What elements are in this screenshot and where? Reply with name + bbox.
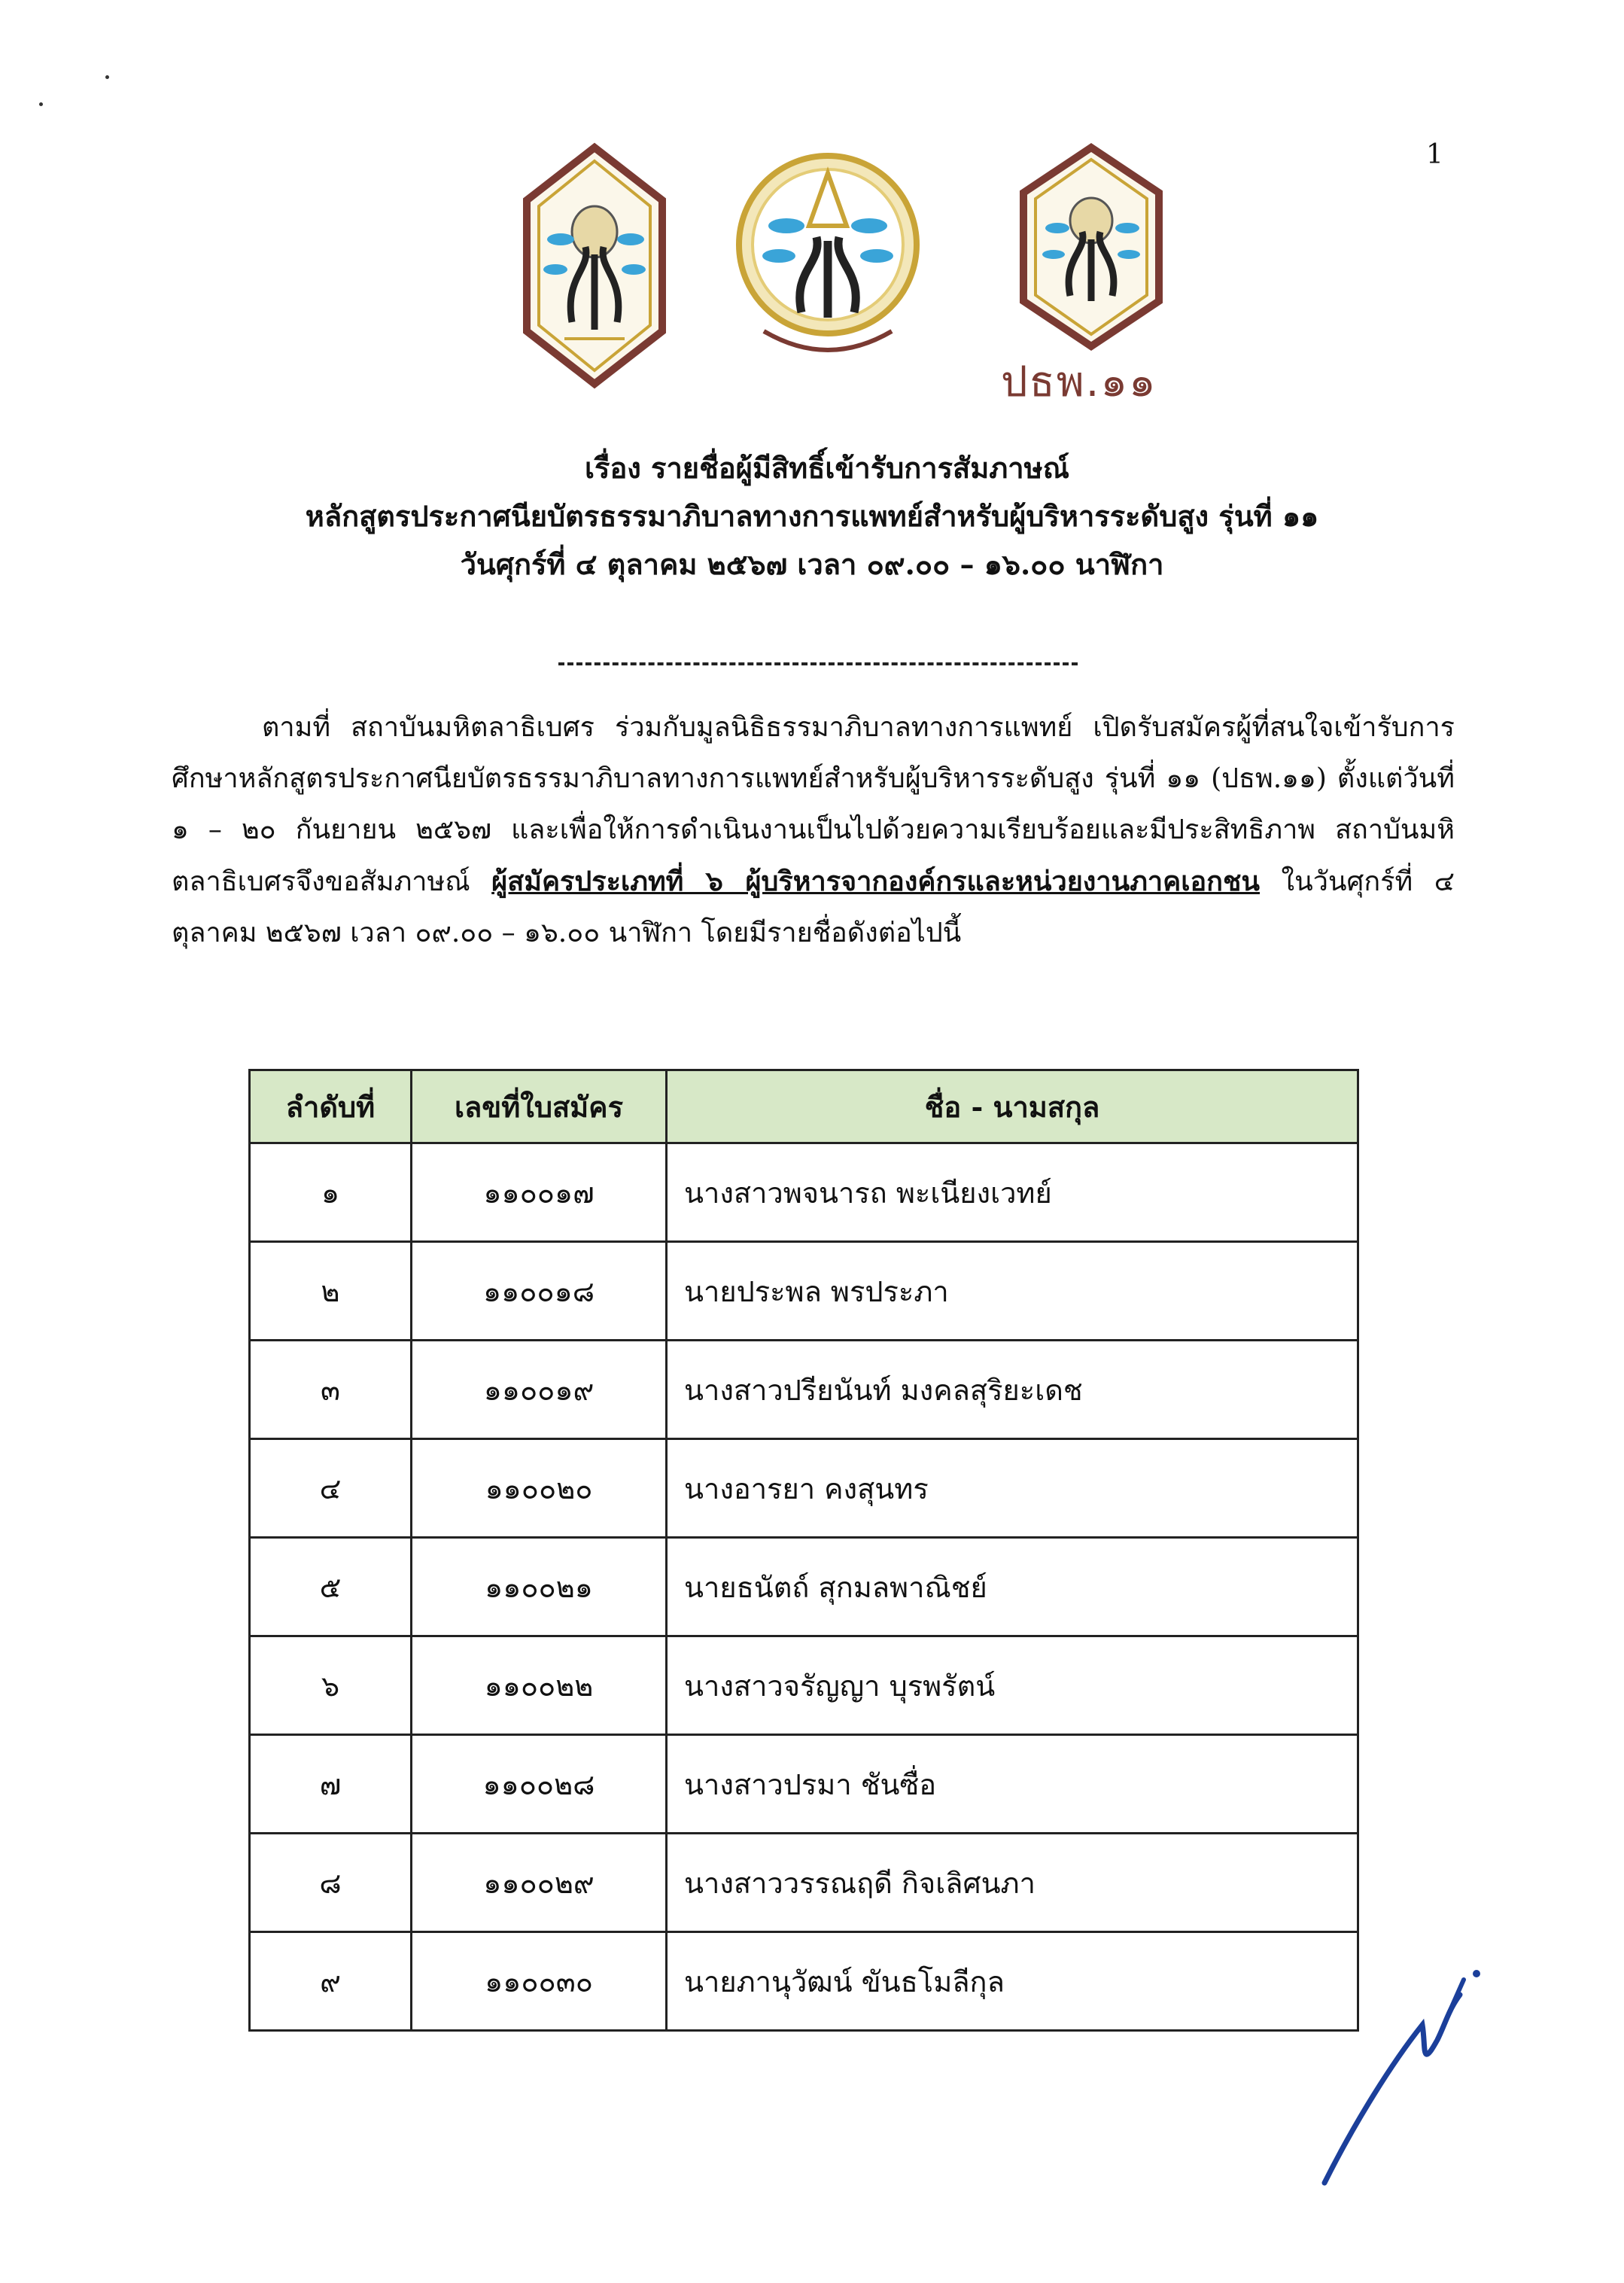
cell-full-name: นางสาววรรณฤดี กิจเลิศนภา: [667, 1834, 1358, 1932]
table-row: [250, 1735, 1358, 1834]
cell-application-number: ๑๑๐๐๑๗: [412, 1143, 667, 1242]
cell-full-name: นายธนัตถ์ สุกมลพาณิชย์: [667, 1538, 1358, 1636]
cell-order: ๒: [250, 1242, 412, 1341]
document-title: [0, 444, 1624, 589]
cell-application-number: ๑๑๐๐๑๘: [412, 1242, 667, 1341]
title-schedule: วันศุกร์ที่ ๔ ตุลาคม ๒๕๖๗ เวลา ๐๙.๐๐ – ๑๖.๐๐ นาฬิกา: [460, 547, 1164, 581]
handwritten-signature: [1309, 1927, 1505, 2201]
cell-order: ๑: [250, 1143, 412, 1242]
table-row: [250, 1242, 1358, 1341]
title-subject: เรื่อง รายชื่อผู้มีสิทธิ์เข้ารับการสัมภาษณ์: [585, 451, 1069, 485]
cell-application-number: ๑๑๐๐๒๒: [412, 1636, 667, 1735]
body-text-closing: ในวันศุกร์ที่ ๔ ตุลาคม ๒๕๖๗ เวลา ๐๙.๐๐ – ๑๖.๐๐ นาฬิกา โดยมีรายชื่อดังต่อไปนี้: [172, 866, 1455, 948]
cell-application-number: ๑๑๐๐๒๙: [412, 1834, 667, 1932]
cell-full-name: นางสาวปรมา ชันซื่อ: [667, 1735, 1358, 1834]
table-row: [250, 1538, 1358, 1636]
cell-order: ๓: [250, 1341, 412, 1439]
cell-order: ๔: [250, 1439, 412, 1538]
dashed-divider: [558, 662, 1078, 665]
cell-full-name: นางสาวปรียนันท์ มงคลสุริยะเดช: [667, 1341, 1358, 1439]
cell-application-number: ๑๑๐๐๒๑: [412, 1538, 667, 1636]
cell-order: ๙: [250, 1932, 412, 2031]
cell-order: ๕: [250, 1538, 412, 1636]
cell-application-number: ๑๑๐๐๓๐: [412, 1932, 667, 2031]
cell-application-number: ๑๑๐๐๑๙: [412, 1341, 667, 1439]
cell-order: ๘: [250, 1834, 412, 1932]
cell-order: ๖: [250, 1636, 412, 1735]
cell-full-name: นางสาวจรัญญา บุรพรัตน์: [667, 1636, 1358, 1735]
scan-speck: [105, 75, 109, 79]
header-order: ลำดับที่: [250, 1070, 412, 1143]
cell-application-number: ๑๑๐๐๒๘: [412, 1735, 667, 1834]
cell-application-number: ๑๑๐๐๒๐: [412, 1439, 667, 1538]
body-text-intro: ตามที่ สถาบันมหิตลาธิเบศร ร่วมกับมูลนิธิธรรมาภิบาลทางการแพทย์ เปิดรับสมัครผู้ที่สนใจเข้ารับการศึกษาหลักสูตรประกาศนียบัตรธรรมาภิบาลทางการแพทย์สำหรับผู้บริหารระดับสูง รุ่นที่ ๑๑ (ปธพ.๑๑) ตั้งแต่วันที่ ๑ – ๒๐ กันยายน ๒๕๖๗ และเพื่อให้การดำเนินงานเป็นไปด้วยความเรียบร้อยและมีประสิทธิภาพ สถาบันมหิตลาธิเบศรจึงขอสัมภาษณ์: [172, 712, 1455, 897]
right-emblem-logo: [1016, 142, 1166, 352]
cell-full-name: นางอารยา คงสุนทร: [667, 1439, 1358, 1538]
body-paragraph: [172, 702, 1455, 959]
left-emblem-logo: [519, 142, 670, 390]
table-row: [250, 1932, 1358, 2031]
cell-full-name: นายภานุวัฒน์ ขันธโมลีกุล: [667, 1932, 1358, 2031]
title-course: หลักสูตรประกาศนียบัตรธรรมาภิบาลทางการแพทย์สำหรับผู้บริหารระดับสูง รุ่นที่ ๑๑: [305, 499, 1319, 533]
scan-speck: [39, 102, 43, 106]
center-emblem-logo: [734, 143, 922, 369]
table-row: [250, 1834, 1358, 1932]
table-row: [250, 1143, 1358, 1242]
table-header-row: [250, 1070, 1358, 1143]
table-row: [250, 1439, 1358, 1538]
candidate-table: [248, 1069, 1359, 2032]
cell-full-name: นางสาวพจนารถ พะเนียงเวทย์: [667, 1143, 1358, 1242]
table-row: [250, 1636, 1358, 1735]
cell-full-name: นายประพล พรประภา: [667, 1242, 1358, 1341]
header-application-number: เลขที่ใบสมัคร: [412, 1070, 667, 1143]
page-number: 1: [1426, 139, 1443, 170]
header-full-name: ชื่อ - นามสกุล: [667, 1070, 1358, 1143]
table-row: [250, 1341, 1358, 1439]
cell-order: ๗: [250, 1735, 412, 1834]
program-code-mark: ปธพ.๑๑: [1001, 358, 1157, 406]
body-text-emphasis: ผู้สมัครประเภทที่ ๖ ผู้บริหารจากองค์กรและหน่วยงานภาคเอกชน: [491, 866, 1260, 897]
